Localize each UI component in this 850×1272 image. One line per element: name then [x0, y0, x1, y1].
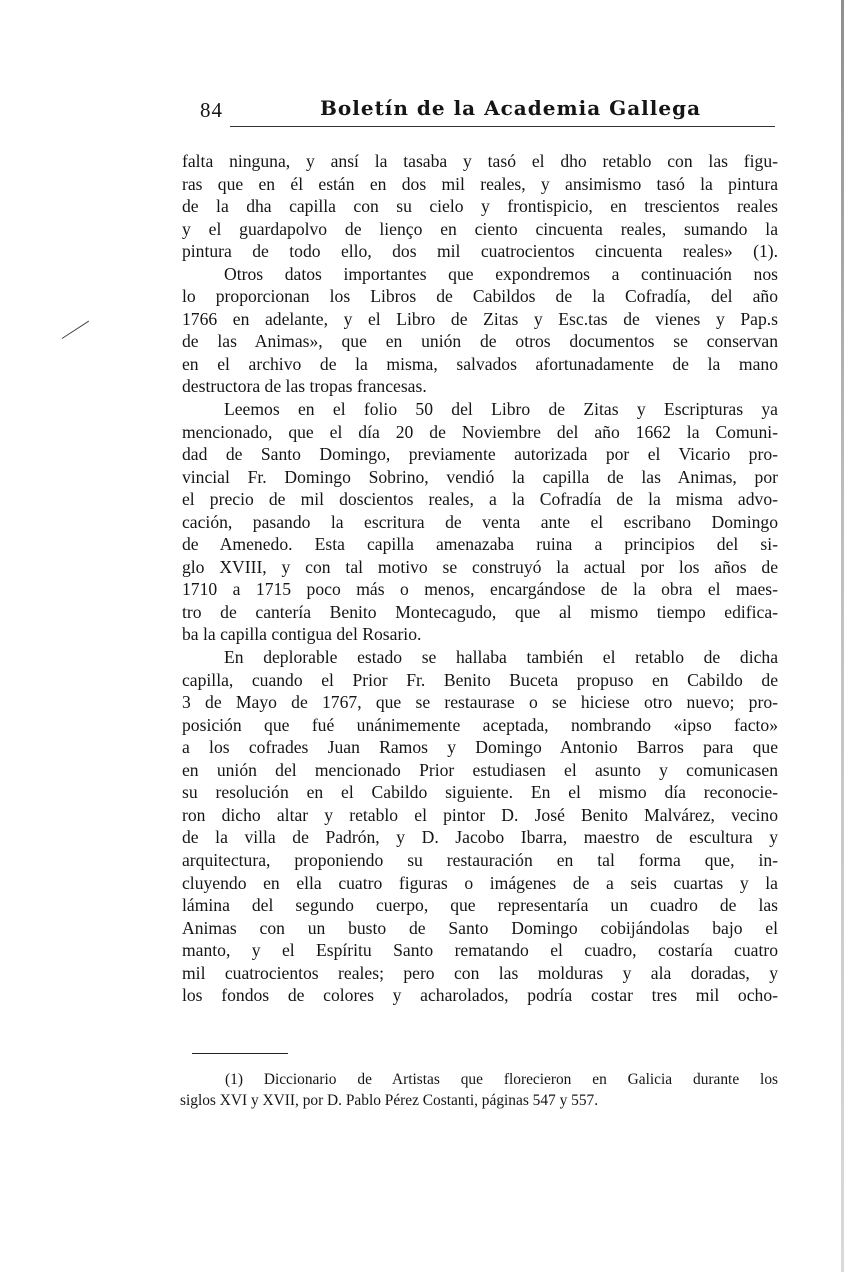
page-number: 84	[200, 98, 223, 122]
body-line: arquitectura, proponiendo su restauración en tal forma que, in-	[182, 849, 778, 870]
body-line: a los cofrades Juan Ramos y Domingo Antonio Barros para que	[182, 737, 778, 758]
body-line: glo XVIII, y con tal motivo se construyó la actual por los años de	[182, 556, 778, 577]
margin-pen-mark	[62, 321, 89, 339]
footnote-line: (1) Diccionario de Artistas que florecieron en Galicia durante los	[225, 1071, 778, 1088]
body-line: de la villa de Padrón, y D. Jacobo Ibarra, maestro de escultura y	[182, 827, 778, 848]
body-line: mencionado, que el día 20 de Noviembre del año 1662 la Comuni-	[182, 421, 778, 442]
body-line: de Amenedo. Esta capilla amenazaba ruina a principios del si-	[182, 534, 778, 555]
body-line: posición que fué unánimemente aceptada, nombrando «ipso facto»	[182, 714, 778, 735]
body-line: cación, pasando la escritura de venta ante el escribano Domingo	[182, 511, 778, 532]
body-line: de la dha capilla con su cielo y frontispicio, en trescientos reales	[182, 196, 778, 217]
body-line: mil cuatrocientos reales; pero con las molduras y ala doradas, y	[182, 962, 778, 983]
body-line: los fondos de colores y acharolados, podría costar tres mil ocho-	[182, 985, 778, 1006]
body-line: y el guardapolvo de lienço en ciento cincuenta reales, sumando la	[182, 218, 778, 239]
body-line: vincial Fr. Domingo Sobrino, vendió la capilla de las Animas, por	[182, 466, 778, 487]
body-line: Animas con un busto de Santo Domingo cobijándolas bajo el	[182, 917, 778, 938]
body-line: capilla, cuando el Prior Fr. Benito Buceta propuso en Cabildo de	[182, 669, 778, 690]
body-line: lo proporcionan los Libros de Cabildos de la Cofradía, del año	[182, 286, 778, 307]
body-line: lámina del segundo cuerpo, que representaría un cuadro de las	[182, 895, 778, 916]
body-line: ras que en él están en dos mil reales, y ansimismo tasó la pintura	[182, 173, 778, 194]
body-line: Otros datos importantes que expondremos a continuación nos	[224, 263, 778, 284]
body-line: En deplorable estado se hallaba también el retablo de dicha	[224, 647, 778, 668]
body-line: 3 de Mayo de 1767, que se restaurase o se hiciese otro nuevo; pro-	[182, 692, 778, 713]
body-line: en el archivo de la misma, salvados afortunadamente de la mano	[182, 353, 778, 374]
body-line: dad de Santo Domingo, previamente autorizada por el Vicario pro-	[182, 444, 778, 465]
body-line: de las Animas», que en unión de otros documentos se conservan	[182, 331, 778, 352]
body-line: su resolución en el Cabildo siguiente. En el mismo día reconocie-	[182, 782, 778, 803]
body-line: en unión del mencionado Prior estudiasen el asunto y comunicasen	[182, 759, 778, 780]
footnote-rule	[192, 1053, 288, 1054]
body-line: tro de cantería Benito Montecagudo, que al mismo tiempo edifica-	[182, 601, 778, 622]
body-line: falta ninguna, y ansí la tasaba y tasó el dho retablo con las figu-	[182, 151, 778, 171]
footnotes	[180, 1069, 778, 1111]
scan-edge-shadow	[841, 0, 844, 1272]
footnote-line: siglos XVI y XVII, por D. Pablo Pérez Costanti, páginas 547 y 557.	[180, 1092, 599, 1109]
body-text	[182, 150, 778, 1007]
body-line: el precio de mil doscientos reales, a la Cofradía de la misma advo-	[182, 489, 778, 510]
body-line: 1710 a 1715 poco más o menos, encargándose de la obra el maes-	[182, 579, 778, 600]
body-line: pintura de todo ello, dos mil cuatrocientos cincuenta reales» (1).	[182, 241, 778, 262]
body-line: 1766 en adelante, y el Libro de Zitas y Esc.tas de vienes y Pap.s	[182, 308, 778, 329]
body-line: Leemos en el folio 50 del Libro de Zitas y Escripturas ya	[224, 399, 778, 420]
body-line: destructora de las tropas francesas.	[182, 376, 427, 397]
body-line: ron dicho altar y retablo el pintor D. José Benito Malvárez, vecino	[182, 804, 778, 825]
body-line: cluyendo en ella cuatro figuras o imágenes de a seis cuartas y la	[182, 872, 778, 893]
running-title: Boletín de la Academia Gallega	[320, 96, 702, 120]
header-rule	[230, 126, 775, 127]
body-line: manto, y el Espíritu Santo rematando el cuadro, costaría cuatro	[182, 940, 778, 961]
body-line: ba la capilla contigua del Rosario.	[182, 624, 422, 645]
